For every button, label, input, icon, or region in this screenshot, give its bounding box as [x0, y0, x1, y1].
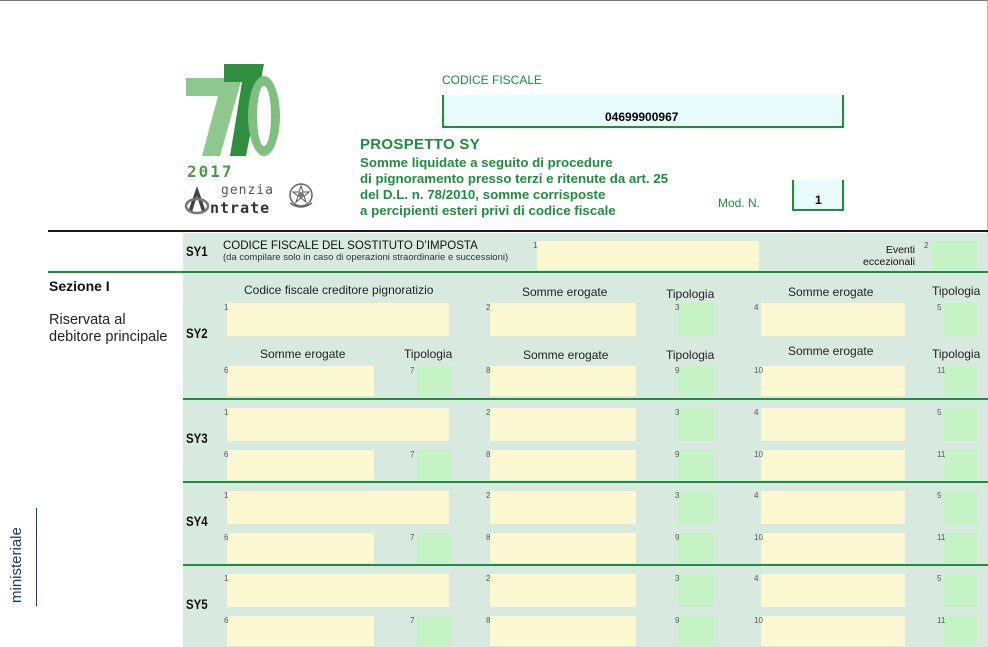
- tipologia-input[interactable]: [944, 491, 977, 524]
- codice-fiscale-value: 04699900967: [605, 110, 679, 124]
- eventi-eccezionali-input[interactable]: [932, 241, 977, 270]
- somme-erogate-input[interactable]: [761, 574, 905, 607]
- sy1-label: [223, 240, 508, 264]
- tipologia-input[interactable]: [944, 408, 977, 441]
- sy1-note: (da compilare solo in caso di operazioni straordinarie e successioni): [223, 252, 509, 263]
- agenzia-entrate-logo-icon: [185, 184, 211, 214]
- field-number: 2: [924, 241, 929, 250]
- field-number: 4: [754, 408, 759, 417]
- agency-name-line2: ntrate: [210, 199, 271, 217]
- tipologia-input[interactable]: [944, 533, 977, 563]
- field-number: 9: [675, 616, 680, 625]
- somme-erogate-input[interactable]: [490, 303, 636, 336]
- sezione-desc-line2: debitore principale: [49, 329, 168, 345]
- field-number: 10: [754, 533, 763, 542]
- column-header: Tipologia: [932, 347, 981, 361]
- field-number: 9: [675, 533, 680, 542]
- somme-erogate-input[interactable]: [490, 491, 636, 524]
- tipologia-input[interactable]: [678, 366, 714, 396]
- logo-year: 2017: [187, 162, 234, 181]
- somme-erogate-input[interactable]: [490, 450, 636, 480]
- field-number: 5: [937, 303, 942, 312]
- somme-erogate-input[interactable]: [490, 408, 636, 441]
- sy-row-code: SY5: [186, 597, 208, 612]
- column-header: Somme erogate: [788, 285, 874, 299]
- tipologia-input[interactable]: [417, 450, 451, 480]
- field-number: 8: [486, 366, 491, 375]
- tipologia-input[interactable]: [944, 366, 977, 396]
- field-number: 5: [937, 408, 942, 417]
- tipologia-input[interactable]: [944, 450, 977, 480]
- field-number: 10: [754, 450, 763, 459]
- somme-erogate-input[interactable]: [761, 450, 905, 480]
- field-number: 6: [224, 450, 229, 459]
- somme-erogate-input[interactable]: [761, 533, 905, 563]
- tipologia-input[interactable]: [678, 574, 714, 607]
- tipologia-input[interactable]: [678, 616, 714, 646]
- tipologia-input[interactable]: [678, 408, 714, 441]
- subtitle-line: a percipienti esteri privi di codice fiscale: [360, 203, 616, 218]
- somme-erogate-input[interactable]: [761, 616, 905, 646]
- field-number: 11: [937, 450, 946, 459]
- subtitle-line: del D.L. n. 78/2010, somme corrisposte: [360, 187, 606, 202]
- subtitle-line: Somme liquidate a seguito di procedure: [360, 155, 613, 170]
- mod-n-label: Mod. N.: [718, 196, 761, 210]
- field-number: 8: [486, 616, 491, 625]
- somme-erogate-input[interactable]: [761, 303, 905, 336]
- eventi-line2: eccezionali: [863, 256, 915, 268]
- sezione-desc-line1: Riservata al: [49, 312, 126, 328]
- logo-770: [184, 60, 284, 160]
- section-divider: [48, 230, 988, 232]
- field-number: 11: [937, 366, 946, 375]
- codice-fiscale-creditore-input[interactable]: [227, 408, 449, 441]
- column-header: Codice fiscale creditore pignoratizio: [244, 283, 434, 297]
- field-number: 4: [754, 303, 759, 312]
- column-header: Somme erogate: [260, 347, 346, 361]
- somme-erogate-input[interactable]: [490, 366, 636, 396]
- field-number: 11: [937, 533, 946, 542]
- field-number: 6: [224, 366, 229, 375]
- somme-erogate-input[interactable]: [761, 491, 905, 524]
- sy1-code: SY1: [186, 244, 208, 259]
- sy-row-code: SY3: [186, 431, 208, 446]
- somme-erogate-input[interactable]: [490, 574, 636, 607]
- codice-fiscale-creditore-input[interactable]: [227, 491, 449, 524]
- sezione-description: [49, 312, 168, 346]
- field-number: 6: [224, 533, 229, 542]
- sezione-title: Sezione I: [49, 278, 110, 294]
- field-number: 2: [486, 408, 491, 417]
- field-number: 10: [754, 366, 763, 375]
- column-header: Somme erogate: [522, 285, 608, 299]
- field-number: 2: [486, 574, 491, 583]
- field-number: 3: [675, 408, 680, 417]
- agency-name-line1: genzia: [221, 183, 274, 198]
- sy1-title: CODICE FISCALE DEL SOSTITUTO D’IMPOSTA: [223, 240, 478, 252]
- somme-erogate-input[interactable]: [490, 616, 636, 646]
- field-number: 7: [410, 450, 415, 459]
- field-number: 1: [224, 574, 229, 583]
- field-number: 8: [486, 533, 491, 542]
- column-header: Somme erogate: [788, 344, 874, 358]
- field-number: 7: [410, 533, 415, 542]
- field-number: 5: [937, 491, 942, 500]
- field-number: 1: [224, 303, 229, 312]
- column-header: Tipologia: [666, 287, 715, 301]
- field-number: 4: [754, 491, 759, 500]
- prospetto-subtitle: [360, 155, 668, 219]
- tipologia-input[interactable]: [678, 303, 714, 336]
- tipologia-input[interactable]: [944, 616, 977, 646]
- field-number: 1: [533, 241, 538, 250]
- field-number: 10: [754, 616, 763, 625]
- somme-erogate-input[interactable]: [761, 408, 905, 441]
- field-number: 1: [224, 408, 229, 417]
- codice-fiscale-creditore-input[interactable]: [227, 303, 449, 336]
- field-number: 3: [675, 491, 680, 500]
- field-number: 9: [675, 450, 680, 459]
- subtitle-line: di pignoramento presso terzi e ritenute da art. 25: [360, 171, 669, 186]
- field-number: 4: [754, 574, 759, 583]
- tipologia-input[interactable]: [944, 574, 977, 607]
- tipologia-input[interactable]: [417, 533, 451, 563]
- field-number: 3: [675, 303, 680, 312]
- codice-fiscale-label: CODICE FISCALE: [442, 73, 543, 87]
- somme-erogate-input[interactable]: [761, 366, 905, 396]
- tipologia-input[interactable]: [944, 303, 977, 336]
- field-number: 2: [486, 491, 491, 500]
- mod-n-value: 1: [815, 193, 822, 207]
- ministeriale-side-text: ministeriale: [8, 527, 25, 603]
- sy-row-code: SY2: [186, 326, 208, 341]
- field-number: 3: [675, 574, 680, 583]
- field-number: 9: [675, 366, 680, 375]
- sy1-codice-fiscale-sostituto-input[interactable]: [537, 241, 759, 270]
- field-number: 5: [937, 574, 942, 583]
- somme-erogate-input[interactable]: [490, 533, 636, 563]
- somme-erogate-input[interactable]: [227, 450, 374, 480]
- column-header: Tipologia: [404, 347, 453, 361]
- eventi-line1: Eventi: [885, 244, 915, 256]
- tipologia-input[interactable]: [678, 450, 714, 480]
- somme-erogate-input[interactable]: [227, 366, 374, 396]
- tipologia-input[interactable]: [417, 616, 451, 646]
- column-header: Somme erogate: [523, 348, 609, 362]
- field-number: 6: [224, 616, 229, 625]
- tipologia-input[interactable]: [678, 491, 714, 524]
- field-number: 7: [410, 366, 415, 375]
- field-number: 2: [486, 303, 491, 312]
- prospetto-title: PROSPETTO SY: [360, 136, 481, 153]
- field-number: 8: [486, 450, 491, 459]
- column-header: Tipologia: [932, 284, 981, 298]
- eventi-eccezionali-label: [858, 244, 915, 268]
- field-number: 11: [937, 616, 946, 625]
- codice-fiscale-creditore-input[interactable]: [227, 574, 449, 607]
- field-number: 1: [224, 491, 229, 500]
- italian-republic-emblem-icon: [287, 181, 315, 211]
- margin-rule: [36, 508, 37, 606]
- column-header: Tipologia: [666, 348, 715, 362]
- tipologia-input[interactable]: [417, 366, 451, 396]
- tipologia-input[interactable]: [678, 533, 714, 563]
- somme-erogate-input[interactable]: [227, 616, 374, 646]
- somme-erogate-input[interactable]: [227, 533, 374, 563]
- field-number: 7: [410, 616, 415, 625]
- sy-row-code: SY4: [186, 514, 208, 529]
